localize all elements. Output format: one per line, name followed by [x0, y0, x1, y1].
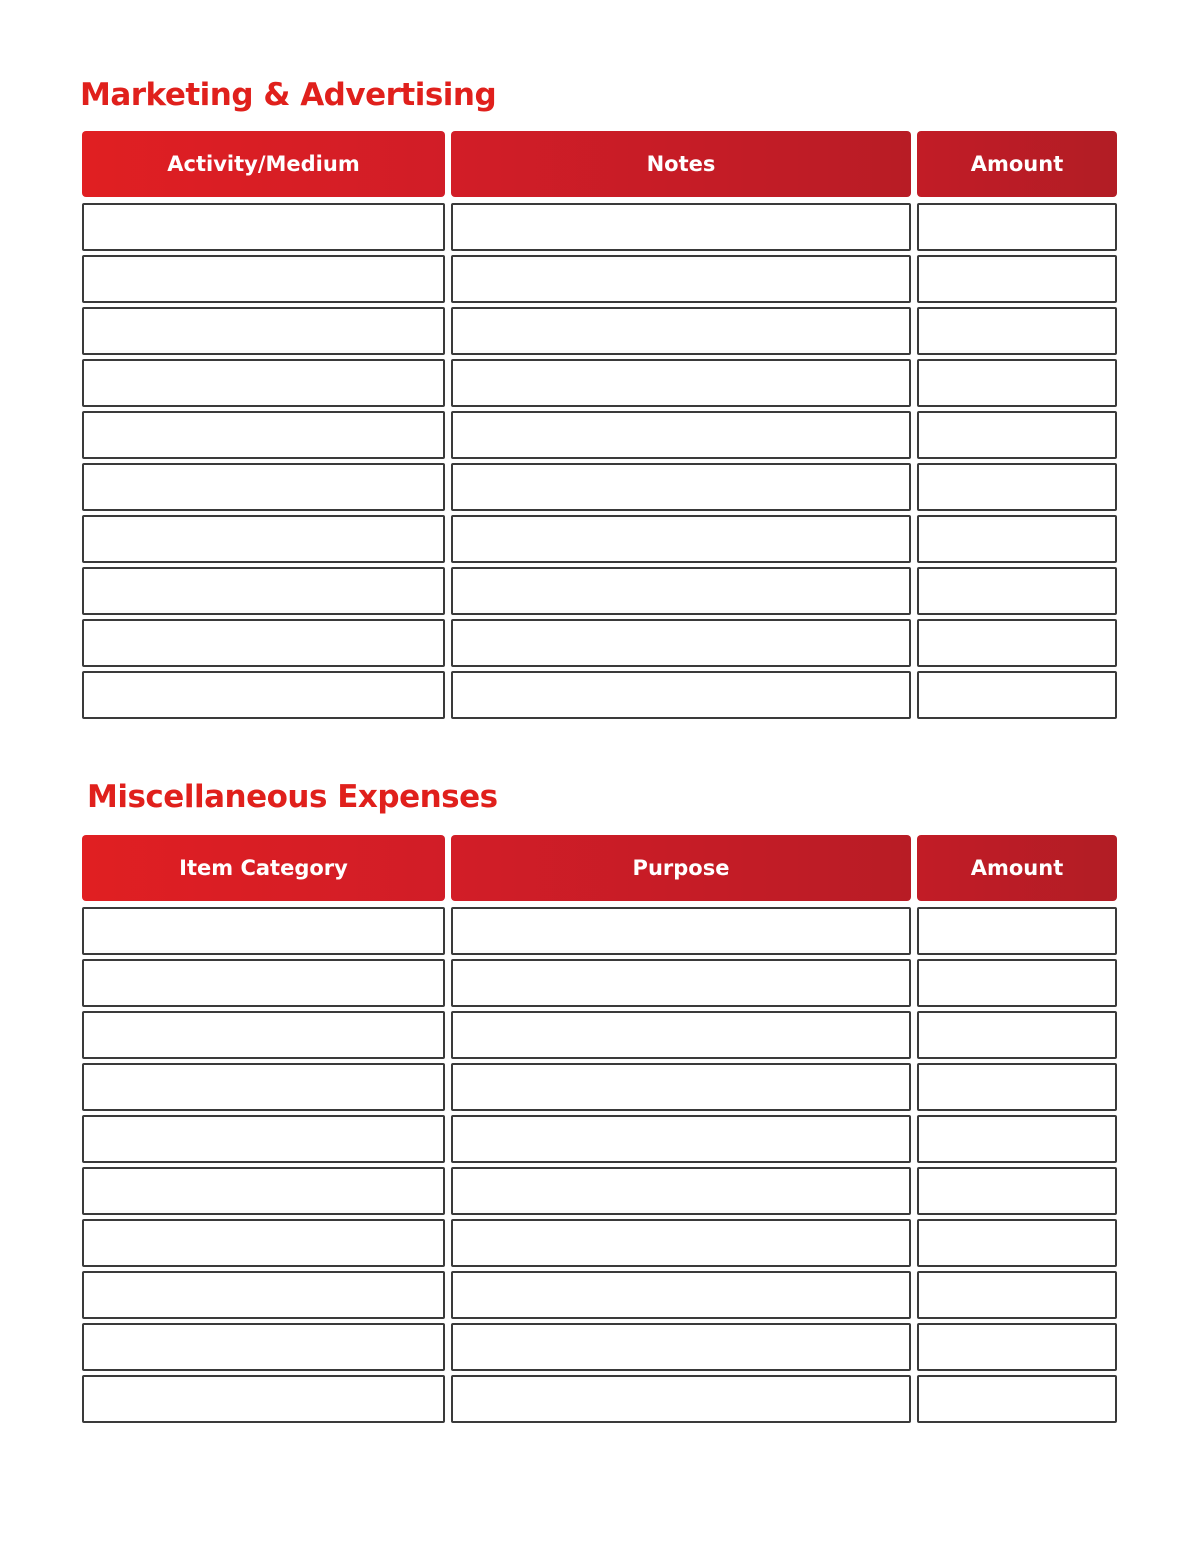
misc-cell-col3[interactable]: [917, 1323, 1117, 1371]
misc-section-title: Miscellaneous Expenses: [87, 779, 498, 815]
misc-cell-col3[interactable]: [917, 1115, 1117, 1163]
marketing-cell-col2[interactable]: [451, 411, 911, 459]
misc-cell-col2[interactable]: [451, 907, 911, 955]
marketing-cell-col2[interactable]: [451, 255, 911, 303]
table-row: [82, 307, 1117, 355]
misc-header-amount: Amount: [917, 835, 1117, 901]
table-row: [82, 203, 1117, 251]
table-row: [82, 1011, 1117, 1059]
table-row: [82, 671, 1117, 719]
marketing-cell-col3[interactable]: [917, 619, 1117, 667]
misc-table-header: [82, 835, 1117, 901]
marketing-cell-col3[interactable]: [917, 411, 1117, 459]
misc-cell-col3[interactable]: [917, 1167, 1117, 1215]
marketing-cell-col2[interactable]: [451, 307, 911, 355]
table-row: [82, 959, 1117, 1007]
misc-cell-col1[interactable]: [82, 1063, 445, 1111]
marketing-cell-col1[interactable]: [82, 671, 445, 719]
marketing-table: [82, 131, 1117, 723]
misc-cell-col2[interactable]: [451, 959, 911, 1007]
marketing-cell-col3[interactable]: [917, 307, 1117, 355]
marketing-cell-col1[interactable]: [82, 255, 445, 303]
marketing-cell-col1[interactable]: [82, 619, 445, 667]
marketing-cell-col1[interactable]: [82, 567, 445, 615]
marketing-cell-col3[interactable]: [917, 671, 1117, 719]
misc-cell-col3[interactable]: [917, 1271, 1117, 1319]
misc-table-body: [82, 907, 1117, 1423]
misc-cell-col2[interactable]: [451, 1219, 911, 1267]
misc-cell-col3[interactable]: [917, 1063, 1117, 1111]
misc-cell-col1[interactable]: [82, 959, 445, 1007]
marketing-cell-col2[interactable]: [451, 463, 911, 511]
marketing-cell-col2[interactable]: [451, 671, 911, 719]
misc-cell-col2[interactable]: [451, 1115, 911, 1163]
table-row: [82, 359, 1117, 407]
marketing-cell-col3[interactable]: [917, 203, 1117, 251]
table-row: [82, 567, 1117, 615]
table-row: [82, 1375, 1117, 1423]
table-row: [82, 255, 1117, 303]
misc-cell-col3[interactable]: [917, 1011, 1117, 1059]
misc-cell-col1[interactable]: [82, 1115, 445, 1163]
marketing-cell-col1[interactable]: [82, 463, 445, 511]
marketing-cell-col2[interactable]: [451, 203, 911, 251]
marketing-cell-col2[interactable]: [451, 619, 911, 667]
misc-cell-col1[interactable]: [82, 1271, 445, 1319]
marketing-header-amount: Amount: [917, 131, 1117, 197]
misc-cell-col1[interactable]: [82, 1167, 445, 1215]
marketing-cell-col2[interactable]: [451, 515, 911, 563]
marketing-cell-col1[interactable]: [82, 411, 445, 459]
misc-cell-col1[interactable]: [82, 1219, 445, 1267]
marketing-cell-col1[interactable]: [82, 515, 445, 563]
misc-cell-col2[interactable]: [451, 1167, 911, 1215]
marketing-table-body: [82, 203, 1117, 719]
marketing-cell-col3[interactable]: [917, 359, 1117, 407]
table-row: [82, 1167, 1117, 1215]
misc-cell-col2[interactable]: [451, 1271, 911, 1319]
misc-cell-col1[interactable]: [82, 1375, 445, 1423]
misc-table: [82, 835, 1117, 1427]
marketing-cell-col3[interactable]: [917, 515, 1117, 563]
misc-header-item-category: Item Category: [82, 835, 445, 901]
marketing-header-activity: Activity/Medium: [82, 131, 445, 197]
marketing-table-header: [82, 131, 1117, 197]
table-row: [82, 1219, 1117, 1267]
misc-cell-col2[interactable]: [451, 1323, 911, 1371]
misc-cell-col1[interactable]: [82, 1011, 445, 1059]
misc-cell-col2[interactable]: [451, 1063, 911, 1111]
marketing-header-notes: Notes: [451, 131, 911, 197]
misc-header-purpose: Purpose: [451, 835, 911, 901]
misc-cell-col3[interactable]: [917, 959, 1117, 1007]
table-row: [82, 1271, 1117, 1319]
table-row: [82, 411, 1117, 459]
marketing-cell-col2[interactable]: [451, 359, 911, 407]
table-row: [82, 1323, 1117, 1371]
misc-cell-col3[interactable]: [917, 1375, 1117, 1423]
marketing-section-title: Marketing & Advertising: [80, 77, 497, 113]
marketing-cell-col2[interactable]: [451, 567, 911, 615]
misc-cell-col2[interactable]: [451, 1375, 911, 1423]
misc-cell-col1[interactable]: [82, 1323, 445, 1371]
marketing-cell-col1[interactable]: [82, 359, 445, 407]
misc-cell-col2[interactable]: [451, 1011, 911, 1059]
table-row: [82, 619, 1117, 667]
table-row: [82, 1063, 1117, 1111]
marketing-cell-col3[interactable]: [917, 463, 1117, 511]
misc-cell-col1[interactable]: [82, 907, 445, 955]
table-row: [82, 907, 1117, 955]
marketing-cell-col3[interactable]: [917, 255, 1117, 303]
marketing-cell-col1[interactable]: [82, 203, 445, 251]
misc-cell-col3[interactable]: [917, 907, 1117, 955]
table-row: [82, 515, 1117, 563]
marketing-cell-col1[interactable]: [82, 307, 445, 355]
marketing-cell-col3[interactable]: [917, 567, 1117, 615]
misc-cell-col3[interactable]: [917, 1219, 1117, 1267]
table-row: [82, 1115, 1117, 1163]
table-row: [82, 463, 1117, 511]
